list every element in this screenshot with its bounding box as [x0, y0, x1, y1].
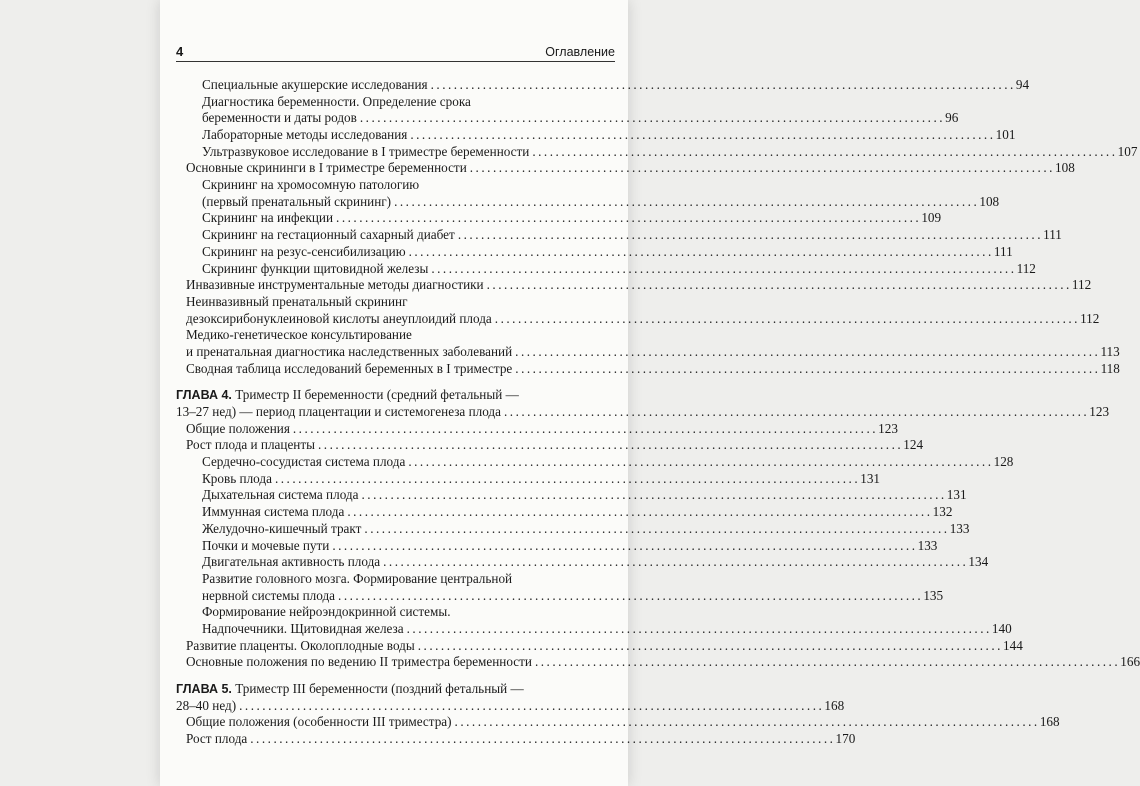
- toc-entry-text: Рост плода: [186, 731, 248, 747]
- toc-entry-text: беременности и даты родов: [202, 110, 357, 126]
- toc-entry-text: нервной системы плода: [202, 587, 336, 603]
- toc-entry-text: и пренатальная диагностика наследственных заболеваний: [186, 343, 513, 359]
- toc-entry-title: [202, 571, 512, 588]
- toc-entry-text: Медико-генетическое консультирование: [186, 327, 412, 343]
- toc-chapter-entry[interactable]: [176, 387, 1110, 420]
- toc-entry-title: [202, 227, 455, 244]
- toc-entry-text: Развитие плаценты. Околоплодные воды: [186, 637, 415, 653]
- toc-entry-line: [202, 520, 970, 538]
- dot-leader: [364, 521, 946, 538]
- toc-entry-text: Надпочечники. Щитовидная железа: [202, 620, 404, 636]
- toc-entry[interactable]: [176, 714, 1060, 731]
- toc-entry[interactable]: [176, 731, 856, 748]
- toc-entry-title: [186, 654, 532, 671]
- dot-leader: [409, 244, 991, 261]
- toc-entry-text: дезоксирибонуклеиновой кислоты анеуплоидий плода: [186, 310, 492, 326]
- toc-page-number: 134: [968, 554, 989, 570]
- toc-entry-title: [176, 404, 501, 421]
- toc-page-number: 112: [1016, 260, 1036, 276]
- toc-entry-text: (первый пренатальный скрининг): [202, 193, 392, 209]
- toc-page-number: 112: [1071, 277, 1092, 293]
- dot-leader: [332, 538, 914, 555]
- toc-entry-line: [186, 731, 856, 748]
- toc-page-number: 112: [1080, 310, 1100, 326]
- toc-entry[interactable]: [176, 570, 944, 604]
- toc-entry-text: Неинвазивный пренатальный скрининг: [186, 293, 408, 309]
- toc-entry-title: [176, 387, 519, 404]
- toc-entry-line: [202, 127, 1016, 144]
- toc-entry-line: [186, 310, 1100, 328]
- toc-entry-line: [202, 76, 1030, 94]
- toc-entry-title: [202, 504, 344, 521]
- toc-entry-text: Формирование нейроэндокринной системы.: [202, 604, 451, 620]
- toc-entry[interactable]: [176, 537, 938, 555]
- toc-entry-title: [202, 454, 405, 471]
- toc-entry-title: [186, 437, 315, 454]
- toc-page-number: 123: [1089, 404, 1110, 420]
- toc-entry-line: [186, 343, 1120, 361]
- toc-entry-text: Скрининг на гестационный сахарный диабет: [202, 227, 455, 243]
- toc-entry-line: [202, 620, 1012, 638]
- dot-leader: [418, 638, 1000, 655]
- toc-entry[interactable]: [176, 93, 959, 127]
- chapter-label: ГЛАВА 5.: [176, 682, 232, 697]
- toc-entry-text: Сводная таблица исследований беременных в I триместре: [186, 360, 513, 376]
- dot-leader: [275, 471, 857, 488]
- toc-entry-line: [176, 697, 845, 715]
- toc-page-number: 170: [835, 731, 856, 747]
- toc-entry-text: Скрининг на хромосомную патологию: [202, 177, 420, 193]
- running-header: [176, 44, 615, 62]
- toc-entry[interactable]: [176, 504, 953, 521]
- toc-page-number: 168: [1039, 714, 1060, 730]
- dot-leader: [394, 194, 976, 211]
- toc-entry[interactable]: [176, 160, 1075, 177]
- dot-leader: [408, 454, 990, 471]
- toc-entry-text: Лабораторные методы исследования: [202, 127, 408, 143]
- dot-leader: [410, 127, 992, 144]
- toc-entry-line: [202, 454, 1014, 471]
- dot-leader: [455, 714, 1037, 731]
- toc-entry-text: Кровь плода: [202, 470, 272, 486]
- dot-leader: [347, 504, 929, 521]
- chapter-label: ГЛАВА 4.: [176, 388, 232, 403]
- toc-entry-title: [202, 471, 272, 488]
- toc-entry[interactable]: [176, 177, 1000, 210]
- toc-entry-text: Основные скрининги в I триместре беременности: [186, 160, 467, 176]
- toc-entry[interactable]: [176, 487, 967, 505]
- toc-entry[interactable]: [176, 243, 1013, 261]
- toc-entry-line: [202, 571, 615, 588]
- dot-leader: [293, 421, 875, 438]
- toc-entry-line: [202, 504, 953, 521]
- toc-page-number: 113: [1100, 343, 1120, 359]
- toc-entry-text: Развитие головного мозга. Формирование центральной: [202, 570, 513, 586]
- toc-entry-line: [186, 294, 615, 311]
- toc-page-number: 108: [1055, 160, 1075, 176]
- toc-entry-title: [202, 144, 529, 161]
- toc-entry[interactable]: [176, 470, 880, 488]
- toc-page-number: 124: [903, 437, 924, 453]
- toc-entry-title: [202, 77, 428, 94]
- toc-page-number: 118: [1100, 360, 1120, 376]
- dot-leader: [318, 437, 900, 454]
- toc-entry-title: [202, 588, 335, 605]
- toc-entry-line: [202, 604, 615, 621]
- dot-leader: [495, 311, 1077, 328]
- toc-entry-text: Общие положения: [186, 420, 290, 436]
- toc-entry-line: [186, 420, 898, 438]
- toc-entry-title: [176, 698, 236, 715]
- toc-entry-title: [202, 554, 380, 571]
- toc-entry-title: [202, 621, 404, 638]
- toc-entry[interactable]: [176, 277, 1092, 294]
- toc-entry-text: Скрининг функции щитовидной железы: [202, 260, 429, 276]
- toc-entry-title: [202, 604, 451, 621]
- toc-entry-text: Инвазивные инструментальные методы диагностики: [186, 277, 484, 293]
- dot-leader: [458, 227, 1040, 244]
- dot-leader: [470, 160, 1052, 177]
- toc-entry-text: Скрининг на инфекции: [202, 210, 334, 226]
- toc-entry[interactable]: [176, 127, 1016, 144]
- section-title: Оглавление: [545, 45, 615, 59]
- toc-entry-title: [202, 127, 407, 144]
- toc-entry-title: [186, 361, 512, 378]
- toc-chapter-entry[interactable]: [176, 681, 845, 714]
- toc-page-number: 132: [932, 504, 953, 520]
- dot-leader: [250, 731, 832, 748]
- toc-entry-line: [176, 404, 1110, 421]
- toc-entry-text: Ультразвуковое исследование в I триместре беременности: [202, 143, 530, 159]
- toc-entry-text: 13–27 нед) — период плацентации и системогенеза плода: [176, 404, 501, 420]
- toc-entry[interactable]: [176, 260, 1036, 278]
- toc-entry-line: [202, 227, 1062, 244]
- toc-entry-text: Желудочно-кишечный тракт: [202, 520, 362, 536]
- toc-page-number: 96: [945, 110, 959, 126]
- toc-entry-title: [186, 327, 412, 344]
- toc-page-number: 109: [921, 210, 942, 226]
- toc-page-number: 133: [917, 537, 938, 553]
- toc-entry-title: [202, 177, 419, 194]
- toc-page-number: 144: [1003, 637, 1023, 653]
- toc-entry-title: [202, 110, 357, 127]
- toc-entry-line: [186, 160, 1075, 177]
- toc-entry[interactable]: [176, 210, 942, 228]
- toc-page-number: 166: [1120, 654, 1140, 670]
- toc-entry-title: [186, 714, 452, 731]
- toc-entry-line: [186, 637, 1023, 655]
- toc-page-number: 133: [949, 520, 970, 536]
- toc-entry-line: [186, 327, 615, 344]
- toc-entry-title: [176, 681, 524, 698]
- toc-entry[interactable]: [176, 293, 1100, 327]
- dot-leader: [407, 621, 989, 638]
- toc-entry[interactable]: [176, 654, 1140, 671]
- toc-entry-line: [202, 537, 938, 555]
- toc-entry-line: [202, 587, 944, 605]
- toc-entry-text: Специальные акушерские исследования: [202, 76, 428, 92]
- toc-page-number: 108: [979, 193, 1000, 209]
- toc-entry-text: Триместр II беременности (средний фетальный —: [235, 387, 519, 403]
- book-page: [160, 0, 1140, 786]
- toc-entry-line: [202, 193, 1000, 211]
- dot-leader: [535, 654, 1117, 671]
- toc-entry[interactable]: [176, 637, 1023, 655]
- page-number: 4: [176, 44, 184, 59]
- dot-leader: [336, 210, 918, 227]
- toc-entry-title: [202, 94, 471, 111]
- toc-entry[interactable]: [176, 554, 989, 571]
- toc-entry-title: [186, 344, 512, 361]
- toc-entry-line: [202, 110, 959, 127]
- toc-entry-text: Рост плода и плаценты: [186, 437, 315, 453]
- dot-leader: [532, 144, 1114, 161]
- toc-entry[interactable]: [176, 520, 970, 538]
- dot-leader: [239, 698, 821, 715]
- toc-page-number: 101: [995, 127, 1016, 143]
- toc-entry-text: Двигательная активность плода: [202, 554, 381, 570]
- toc-entry-title: [202, 244, 406, 261]
- toc-page-number: 94: [1015, 76, 1030, 92]
- toc-entry[interactable]: [176, 604, 1012, 637]
- toc-page-number: 123: [878, 420, 898, 436]
- toc-entry-line: [202, 177, 615, 194]
- toc-entry-line: [202, 260, 1036, 278]
- toc-entry-line: [202, 143, 1138, 161]
- toc-entry-title: [186, 731, 247, 748]
- toc-entry-line: [186, 277, 1092, 294]
- toc-entry-text: Почки и мочевые пути: [202, 537, 330, 553]
- toc-entry-title: [202, 487, 358, 504]
- dot-leader: [431, 77, 1013, 94]
- toc-entry-line: [176, 387, 615, 404]
- toc-entry[interactable]: [176, 227, 1062, 244]
- toc-entry-title: [202, 210, 333, 227]
- toc-entry-title: [202, 538, 329, 555]
- toc-entry[interactable]: [176, 360, 1120, 378]
- toc-entry[interactable]: [176, 76, 1030, 94]
- toc-entry-text: 28–40 нед): [176, 697, 237, 713]
- toc-entry-text: Дыхательная система плода: [202, 487, 359, 503]
- toc-page-number: 140: [991, 620, 1012, 636]
- toc-entry-line: [202, 554, 989, 571]
- toc-entry-text: Скрининг на резус-сенсибилизацию: [202, 243, 406, 259]
- dot-leader: [383, 554, 965, 571]
- toc-entry-text: Общие положения (особенности III триместра): [186, 714, 452, 730]
- toc-page-number: 111: [1043, 227, 1062, 243]
- toc-page-number: 128: [993, 454, 1014, 470]
- toc-page-number: 135: [923, 587, 944, 603]
- toc-entry-title: [202, 261, 428, 278]
- toc-entry[interactable]: [176, 420, 898, 438]
- toc-entry-title: [186, 311, 492, 328]
- dot-leader: [504, 404, 1086, 421]
- dot-leader: [515, 344, 1097, 361]
- toc-page-number: 107: [1117, 143, 1138, 159]
- toc-entry-title: [202, 521, 361, 538]
- toc-entry-title: [186, 160, 467, 177]
- toc-entry-text: Иммунная система плода: [202, 504, 345, 520]
- table-of-contents: [176, 76, 1140, 748]
- toc-entry-line: [186, 714, 1060, 731]
- toc-entry-line: [202, 470, 880, 488]
- toc-entry[interactable]: [176, 143, 1138, 161]
- dot-leader: [338, 588, 920, 605]
- toc-page-number: 168: [824, 697, 845, 713]
- dot-leader: [515, 361, 1097, 378]
- toc-entry-line: [186, 360, 1120, 378]
- toc-entry-title: [186, 294, 408, 311]
- toc-entry-line: [176, 681, 615, 698]
- toc-entry-line: [186, 654, 1140, 671]
- dot-leader: [431, 261, 1013, 278]
- toc-entry-text: Диагностика беременности. Определение срока: [202, 93, 471, 109]
- toc-entry[interactable]: [176, 327, 1120, 360]
- toc-entry[interactable]: [176, 437, 924, 454]
- dot-leader: [361, 487, 943, 504]
- toc-entry[interactable]: [176, 454, 1014, 471]
- toc-entry-line: [202, 243, 1013, 261]
- toc-entry-title: [186, 421, 290, 438]
- dot-leader: [487, 277, 1069, 294]
- toc-page-number: 131: [946, 487, 967, 503]
- toc-page-number: 131: [860, 470, 880, 486]
- toc-entry-line: [202, 487, 967, 505]
- toc-entry-line: [202, 94, 615, 111]
- dot-leader: [360, 110, 942, 127]
- toc-entry-text: Триместр III беременности (поздний фетальный —: [235, 681, 524, 697]
- toc-page-number: 111: [993, 243, 1013, 259]
- toc-entry-title: [186, 638, 415, 655]
- toc-entry-text: Сердечно-сосудистая система плода: [202, 454, 406, 470]
- toc-entry-title: [186, 277, 484, 294]
- toc-entry-line: [202, 210, 942, 228]
- toc-entry-text: Основные положения по ведению II триместра беременности: [186, 654, 532, 670]
- toc-entry-line: [186, 437, 924, 454]
- toc-entry-title: [202, 194, 391, 211]
